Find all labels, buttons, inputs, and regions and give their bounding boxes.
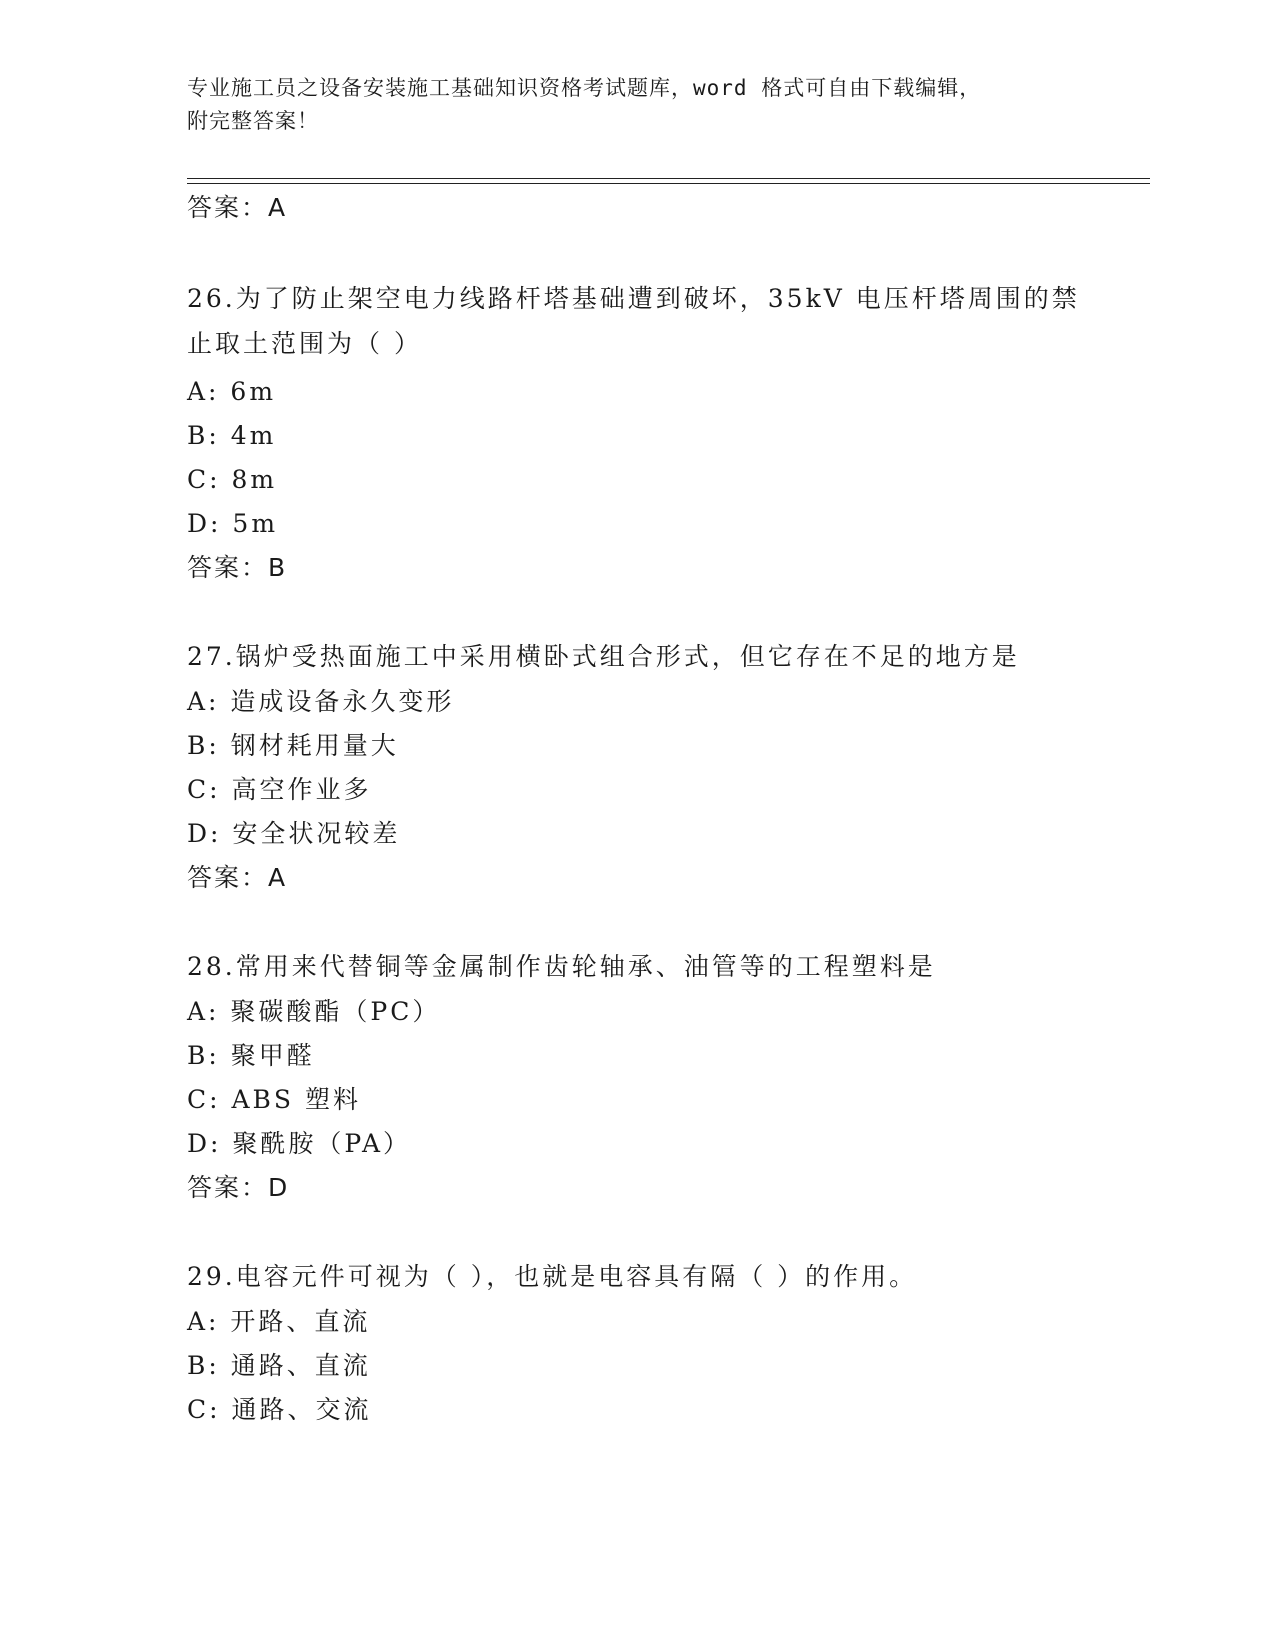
question-27-stem: 27.锅炉受热面施工中采用横卧式组合形式，但它存在不足的地方是 — [187, 642, 1020, 671]
header-rule-top — [187, 178, 1150, 179]
question-26-option-b: B: 4m — [187, 421, 277, 450]
question-28-option-c: C: ABS 塑料 — [187, 1085, 361, 1114]
document-header — [187, 72, 1067, 138]
question-29-option-b: B: 通路、直流 — [187, 1351, 371, 1380]
question-29-option-a: A: 开路、直流 — [187, 1307, 371, 1336]
question-27-option-d: D: 安全状况较差 — [187, 819, 401, 848]
header-rule-bottom — [187, 183, 1150, 184]
question-28-option-d: D: 聚酰胺（PA） — [187, 1129, 411, 1158]
question-27-answer: 答案：A — [187, 863, 288, 892]
question-27-option-a: A: 造成设备永久变形 — [187, 687, 455, 716]
question-26-answer: 答案：B — [187, 553, 288, 582]
header-line-2: 附完整答案！ — [187, 109, 319, 133]
question-28-option-a: A: 聚碳酸酯（PC） — [187, 997, 441, 1026]
question-stem-line: 26.为了防止架空电力线路杆塔基础遭到破坏，35kV 电压杆塔周围的禁 — [187, 284, 1080, 313]
question-stem-line: 止取土范围为（ ） — [187, 329, 422, 358]
answer-label: 答案：A — [187, 193, 288, 222]
question-28-stem: 28.常用来代替铜等金属制作齿轮轴承、油管等的工程塑料是 — [187, 952, 936, 981]
question-27-option-b: B: 钢材耗用量大 — [187, 731, 399, 760]
question-27-option-c: C: 高空作业多 — [187, 775, 372, 804]
question-26-stem — [187, 276, 1087, 366]
question-26-option-c: C: 8m — [187, 465, 278, 494]
question-29-option-c: C: 通路、交流 — [187, 1395, 372, 1424]
question-28-answer: 答案：D — [187, 1173, 290, 1202]
question-26-option-a: A: 6m — [187, 377, 277, 406]
question-28-option-b: B: 聚甲醛 — [187, 1041, 315, 1070]
question-29-stem: 29.电容元件可视为（ ），也就是电容具有隔（ ）的作用。 — [187, 1262, 918, 1291]
question-26-option-d: D: 5m — [187, 509, 279, 538]
header-line-1: 专业施工员之设备安装施工基础知识资格考试题库，word 格式可自由下载编辑， — [187, 76, 982, 100]
